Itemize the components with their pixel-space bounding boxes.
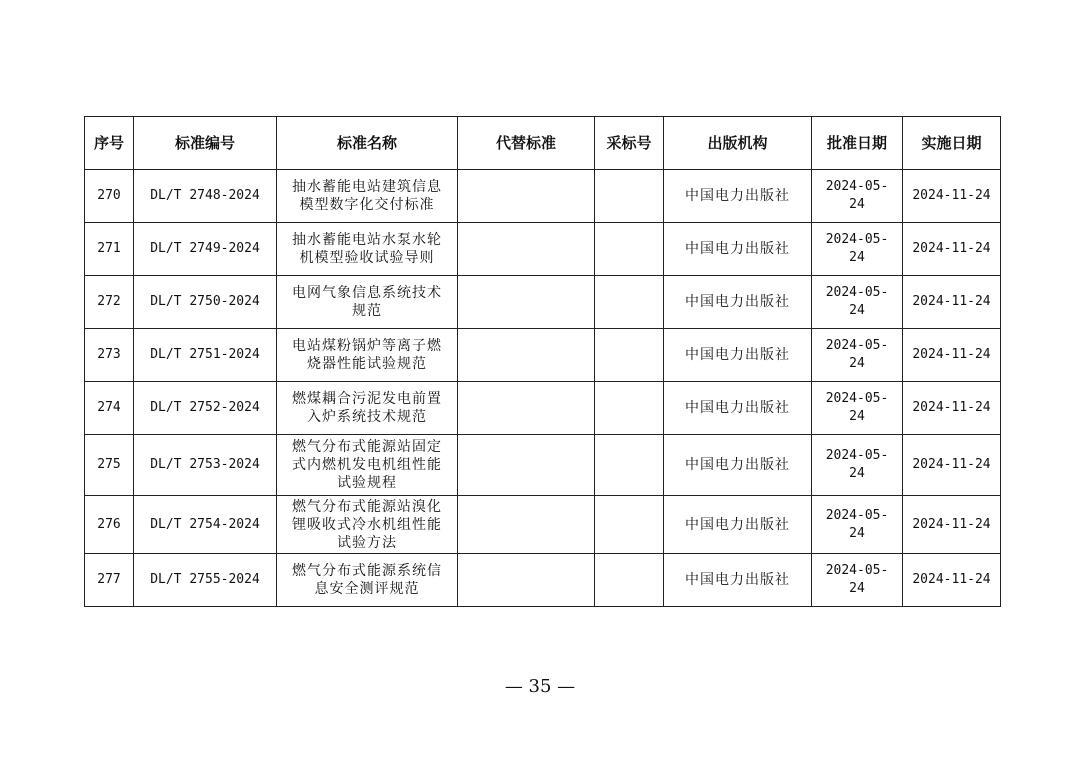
- row-replaces: [458, 496, 595, 554]
- table-row: [85, 329, 1001, 382]
- table-row: [85, 223, 1001, 276]
- table-row: [85, 435, 1001, 496]
- row-serial: 277: [85, 554, 134, 607]
- table-row: [85, 554, 1001, 607]
- header-standard-name: 标准名称: [277, 117, 458, 170]
- row-approval-date: 2024-05-24: [812, 223, 903, 276]
- row-standard-name: 电站煤粉锅炉等离子燃烧器性能试验规范: [277, 329, 458, 382]
- row-approval-date: 2024-05-24: [812, 554, 903, 607]
- row-standard-name: 燃煤耦合污泥发电前置入炉系统技术规范: [277, 382, 458, 435]
- row-standard-code: DL/T 2750-2024: [134, 276, 277, 329]
- row-approval-date: 2024-05-24: [812, 382, 903, 435]
- row-standard-code: DL/T 2751-2024: [134, 329, 277, 382]
- row-serial: 271: [85, 223, 134, 276]
- row-standard-code: DL/T 2749-2024: [134, 223, 277, 276]
- row-adopted-code: [595, 170, 664, 223]
- row-replaces: [458, 329, 595, 382]
- row-effective-date: 2024-11-24: [903, 329, 1001, 382]
- row-effective-date: 2024-11-24: [903, 496, 1001, 554]
- header-replaces: 代替标准: [458, 117, 595, 170]
- row-adopted-code: [595, 435, 664, 496]
- row-replaces: [458, 223, 595, 276]
- row-effective-date: 2024-11-24: [903, 435, 1001, 496]
- row-standard-code: DL/T 2748-2024: [134, 170, 277, 223]
- row-publisher: 中国电力出版社: [664, 382, 812, 435]
- table-row: [85, 170, 1001, 223]
- row-standard-code: DL/T 2753-2024: [134, 435, 277, 496]
- row-effective-date: 2024-11-24: [903, 382, 1001, 435]
- row-publisher: 中国电力出版社: [664, 223, 812, 276]
- row-serial: 274: [85, 382, 134, 435]
- row-replaces: [458, 382, 595, 435]
- table-row: [85, 496, 1001, 554]
- row-approval-date: 2024-05-24: [812, 435, 903, 496]
- row-adopted-code: [595, 496, 664, 554]
- table-header-row: [85, 117, 1001, 170]
- row-serial: 275: [85, 435, 134, 496]
- row-adopted-code: [595, 223, 664, 276]
- row-effective-date: 2024-11-24: [903, 223, 1001, 276]
- row-standard-name: 燃气分布式能源站固定式内燃机发电机组性能试验规程: [277, 435, 458, 496]
- header-adopted-code: 采标号: [595, 117, 664, 170]
- row-effective-date: 2024-11-24: [903, 170, 1001, 223]
- table-row: [85, 382, 1001, 435]
- row-publisher: 中国电力出版社: [664, 276, 812, 329]
- row-standard-name: 燃气分布式能源站溴化锂吸收式冷水机组性能试验方法: [277, 496, 458, 554]
- page-number: — 35 —: [504, 676, 576, 697]
- header-serial: 序号: [85, 117, 134, 170]
- row-adopted-code: [595, 382, 664, 435]
- row-standard-name: 抽水蓄能电站水泵水轮机模型验收试验导则: [277, 223, 458, 276]
- header-approval-date: 批准日期: [812, 117, 903, 170]
- row-effective-date: 2024-11-24: [903, 276, 1001, 329]
- standards-table: [84, 116, 1001, 607]
- table-row: [85, 276, 1001, 329]
- row-replaces: [458, 554, 595, 607]
- row-standard-name: 抽水蓄能电站建筑信息模型数字化交付标准: [277, 170, 458, 223]
- row-publisher: 中国电力出版社: [664, 496, 812, 554]
- row-standard-name: 电网气象信息系统技术规范: [277, 276, 458, 329]
- row-approval-date: 2024-05-24: [812, 329, 903, 382]
- row-serial: 276: [85, 496, 134, 554]
- row-approval-date: 2024-05-24: [812, 276, 903, 329]
- row-standard-name: 燃气分布式能源系统信息安全测评规范: [277, 554, 458, 607]
- row-approval-date: 2024-05-24: [812, 496, 903, 554]
- row-adopted-code: [595, 276, 664, 329]
- row-standard-code: DL/T 2752-2024: [134, 382, 277, 435]
- header-effective-date: 实施日期: [903, 117, 1001, 170]
- header-standard-code: 标准编号: [134, 117, 277, 170]
- row-serial: 272: [85, 276, 134, 329]
- row-publisher: 中国电力出版社: [664, 170, 812, 223]
- header-publisher: 出版机构: [664, 117, 812, 170]
- row-adopted-code: [595, 329, 664, 382]
- row-replaces: [458, 276, 595, 329]
- row-publisher: 中国电力出版社: [664, 329, 812, 382]
- row-replaces: [458, 435, 595, 496]
- row-publisher: 中国电力出版社: [664, 554, 812, 607]
- row-replaces: [458, 170, 595, 223]
- row-approval-date: 2024-05-24: [812, 170, 903, 223]
- row-effective-date: 2024-11-24: [903, 554, 1001, 607]
- row-publisher: 中国电力出版社: [664, 435, 812, 496]
- row-serial: 270: [85, 170, 134, 223]
- row-adopted-code: [595, 554, 664, 607]
- row-serial: 273: [85, 329, 134, 382]
- row-standard-code: DL/T 2755-2024: [134, 554, 277, 607]
- row-standard-code: DL/T 2754-2024: [134, 496, 277, 554]
